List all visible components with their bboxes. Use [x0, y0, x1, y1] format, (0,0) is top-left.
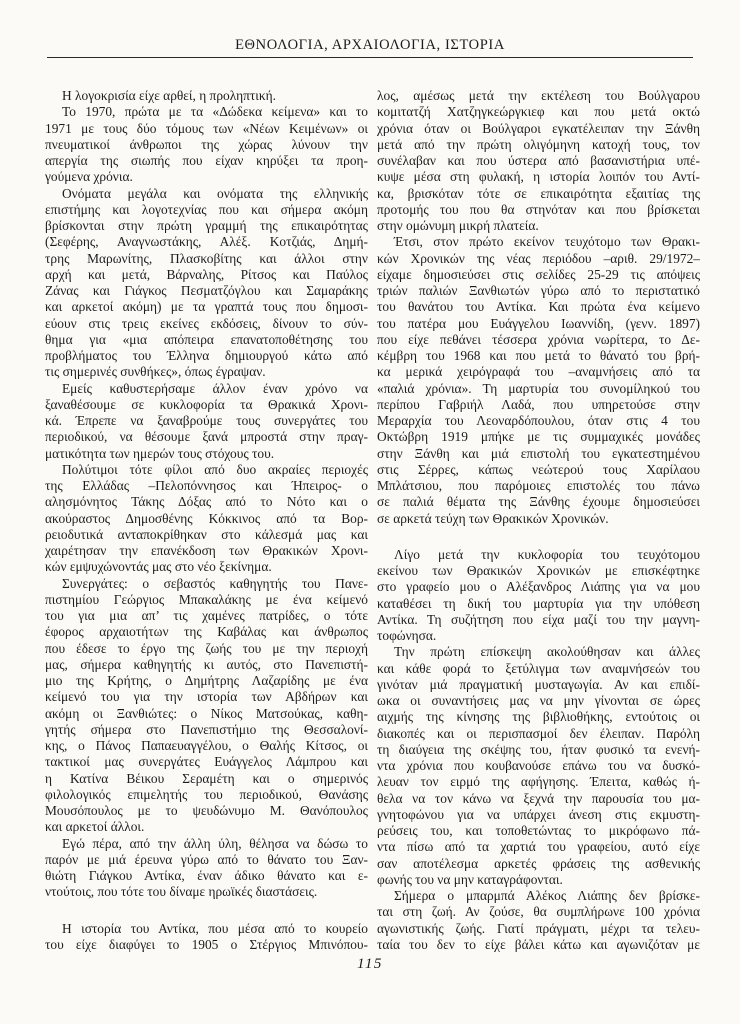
text-line: απεργία της σιωπής που είχαν κηρύξει τα προη-	[45, 153, 368, 168]
text-line: κείμενό του για την ιστορία των Αβδήρων και	[45, 689, 368, 705]
text-line: κομιτατζή Χατζηγκεώργκιεφ και που μετά οκτώ	[377, 104, 700, 120]
text-line: τακτικοί μας συνεργάτες Ευάγγελος Λάμπρου και	[45, 754, 368, 770]
text-line: κών εμψυχώνοντάς μας στο νέο ξεκίνημα.	[45, 559, 272, 575]
left-column	[45, 88, 368, 953]
text-line: ακόμη οι Ξανθιώτες: ο Νίκος Ματσούκας, καθη-	[45, 705, 368, 721]
text-line: παρόν με μιά έρευνα γύρω από το θάνατο του Ξαν-	[45, 851, 368, 867]
text-line: αγωνιστικής ζωής. Γιατί πράγματι, μέχρι τα τελευ-	[377, 920, 700, 936]
text-line: κέμβρη του 1968 και που μετά το θάνατό του βρή-	[377, 348, 700, 363]
text-line: μιο της Κρήτης, ο Δημήτρης Λαζαρίδης με ένα	[45, 673, 368, 688]
text-line: συνέλαβαν και που ύστερα από βασανιστήρια υπέ-	[377, 153, 700, 168]
text-line: στην ομώνυμη μικρή πλατεία.	[377, 218, 539, 233]
text-line: σε αρκετά τεύχη των Θρακικών Χρονικών.	[377, 510, 609, 526]
text-line: περίπου Γαβριήλ Λαδά, που υπηρετούσε στην	[377, 396, 700, 412]
text-line: επιστήμης και λογοτεχνίας που και σήμερα ακόμη	[45, 201, 368, 217]
text-line: ακούραστος Δημοσθένης Κόκκινος από τα Βορ-	[45, 510, 368, 526]
text-line: του πατέρα μου Ευάγγελου Ιωαννίδη, (γενν. 1897)	[377, 315, 700, 331]
text-line: τρης Μαρωνίτης, Πλασκοβίτης και άλλοι στην	[45, 250, 368, 266]
page-number: 115	[357, 956, 383, 972]
text-line: προβλήματος του Έλληνα δημιουργού κάτω από	[45, 348, 368, 363]
text-line: χαιρέτησαν την επανέκδοση των Θρακικών Χρονι-	[45, 543, 368, 558]
text-line: θελα να τον κάνω να ξεχνά την παρουσία του μα-	[377, 790, 700, 806]
text-line: του για μια απ’ τις χαμένες πατρίδες, ο τότε	[45, 608, 368, 623]
text-line: αιχμής της κίνησης της βιβλιοθήκης, εντούτοις οι	[377, 709, 700, 725]
text-line: Εγώ πέρα, από την άλλη ύλη, θέλησα να δώσω το	[62, 835, 368, 851]
right-column	[377, 88, 700, 953]
text-line: ντα πίσω από τα χαρτιά του γραφείου, αυτό είχε	[377, 839, 700, 855]
text-line: Εμείς καθυστερήσαμε άλλον έναν χρόνο να	[62, 380, 368, 396]
text-line: κα, βρισκόταν τότε σε επικαιρότητα εξαιτίας της	[377, 185, 700, 201]
text-line: Σήμερα ο μπαρμπά Αλέκος Λιάπης δεν βρίσκε-	[394, 888, 700, 903]
text-line: τριών παλιών Ξανθιωτών γύρω από το περιστατικό	[377, 283, 700, 298]
text-line: ρεύσεις του, και τοποθετώντας το μικρόφωνο πά-	[377, 823, 700, 838]
text-line: μας, σήμερα καθηγητής κι αυτός, στο Πανεπιστή-	[45, 656, 368, 672]
text-line: θημα για «μια απόπειρα επανατοποθέτησης του	[45, 331, 368, 347]
text-line: Μεραρχία του Λεοναρδόπουλου, όταν στις 4 του	[377, 413, 700, 428]
text-line: στις Σέρρες, κάπως νεώτερού τους Χαρίλαου	[377, 461, 700, 477]
text-line: Μπλάτσιου, που παρόμοιες επιστολές του πάνω	[377, 478, 700, 493]
text-line: (Σεφέρης, Αναγνωστάκης, Αλέξ. Κοτζιάς, Δημή-	[45, 234, 368, 250]
text-line: ντούτοις, που τότε του δίναμε ηρωϊκές διαστάσεις.	[45, 884, 318, 900]
text-line: λος, αμέσως μετά την εκτέλεση του Βούλγαρου	[377, 88, 700, 103]
text-line: σαν αποτέλεσμα αρκετές φράσεις της ασθενικής	[377, 855, 700, 871]
text-line: εκείνου των Θρακικών Χρονικών με επισκέφτηκε	[377, 563, 700, 578]
text-line: εύουν στις τρεις εκείνες εκδόσεις, δίνουν το σύν-	[45, 315, 368, 331]
text-line: περιοδικού, να θέσουμε ξανά μπροστά στην πραγ-	[45, 429, 368, 445]
text-line: «παλιά χρόνια». Τη μαρτυρία του συνομίληκού του	[377, 380, 700, 396]
text-line: αρχή και μετά, Βάρναλης, Ρίτσος και Παύλος	[45, 266, 368, 282]
text-line: γινόταν μιά πραγματική μυσταγωγία. Αν και επιδί-	[377, 676, 700, 692]
text-line: φιλολογικός επιμελητής του περιοδικού, Θανάσης	[45, 786, 368, 802]
text-line: ταία του δεν το είχε βάλει κάτω και αγωνιζόταν με	[377, 936, 700, 952]
text-line: προτομής του που θα στηνόταν και που βρίσκεται	[377, 201, 700, 217]
text-line: του είχε διαφύγει το 1905 ο Στέργιος Μπινόπου-	[45, 936, 368, 952]
text-line: Έτσι, στον πρώτο εκείνον τευχότομο των Θρακι-	[394, 234, 700, 250]
text-line: έφορος αρχαιοτήτων της Καβάλας και άνθρωπος	[45, 624, 368, 640]
text-line: καταθέσει τη δική του μαρτυρία για την υπόθεση	[377, 595, 700, 611]
text-line: κυψε μέσα στη φυλακή, η ιστορία λοιπόν του Αντί-	[377, 169, 700, 185]
text-columns	[45, 88, 700, 953]
text-line: είχαμε δημοσιεύσει στις σελίδες 25-29 τις απόψεις	[377, 266, 700, 282]
text-line: κά. Έπρεπε να ξαναβρούμε τους συνεργάτες του	[45, 413, 368, 428]
text-line: ντα χρόνια που κουβανούσε επάνω του να δυσκό-	[377, 758, 700, 773]
text-line: Μουσόπουλος με το ψευδώνυμο Μ. Θανόπουλος	[45, 803, 368, 818]
text-line: πιστημίου Γεώργιος Μπακαλάκης με ένα κείμενό	[45, 591, 368, 607]
text-line: στο γραφείο μου ο Αλέξανδρος Λιάπης για να μου	[377, 579, 700, 595]
text-line: γητής σήμερα στο Πανεπιστήμιο της Θεσσαλονί-	[45, 721, 368, 737]
text-line: Λίγο μετά την κυκλοφορία του τευχότομου	[394, 546, 700, 562]
text-line: και αρκετοί ακόμη) με τα γραπτά τους που δημοσι-	[45, 299, 368, 315]
journal-section-title: ΕΘΝΟΛΟΓΙΑ, ΑΡΧΑΙΟΛΟΓΙΑ, ΙΣΤΟΡΙΑ	[235, 37, 505, 53]
text-line: Πολύτιμοι τότε φίλοι από δυο ακραίες περιοχές	[62, 461, 368, 477]
text-line: Την πρώτη επίσκεψη ακολούθησαν και άλλες	[394, 644, 700, 660]
text-line: σε παλιά θέματα της Ξάνθης έχουμε δημοσιεύσει	[377, 494, 700, 510]
text-line: Αντίκα. Τη συζήτηση που είχα μαζί του την μαγνη-	[377, 611, 700, 627]
text-line: η Κατίνα Βέικου Σεραμέτη και ο σημερινός	[45, 770, 368, 786]
text-line: χρόνια όταν οι Βούλγαροι εγκατέλειπαν την Ξάνθη	[377, 120, 700, 136]
text-line: Ονόματα μεγάλα και ονόματα της ελληνικής	[62, 185, 368, 201]
text-line: φωνής του να μην καταγράφονται.	[377, 871, 563, 887]
text-line: ται στη ζωή. Αν ζούσε, θα συμπλήρωνε 100 χρόνια	[377, 904, 700, 920]
text-line: θιώτη Γιάγκου Αντίκα, έναν άδικο θάνατο και ε-	[45, 868, 368, 883]
text-line: Η ιστορία του Αντίκα, που μέσα από το κουρείο	[62, 920, 368, 936]
text-line: ωκα οι συναντήσεις μας να μην γίνονται σε ώρες	[377, 693, 700, 708]
text-line: ξαναθέσουμε σε κυκλοφορία τα Θρακικά Χρονι-	[45, 396, 368, 412]
text-line: ρειοδυτικά ανταποκρίθηκαν στο κάλεσμά μας και	[45, 526, 368, 542]
header-rule	[47, 57, 693, 58]
text-line: που έδεσε το έργο της ζωής του με την περιοχή	[45, 640, 368, 656]
text-line: πνευματικοί άνθρωποι της χώρας λύνουν την	[45, 136, 368, 152]
text-line: βρίσκονται στην πρώτη γραμμή της επικαιρότητας	[45, 218, 368, 233]
text-line: τη διαύγεια της σκέψης του, ήταν φυσικό τα ενενή-	[377, 741, 700, 757]
text-line: τοφώνησα.	[377, 628, 437, 643]
text-line: γνητοφώνου για να υπάρχει άνεση στις εκμυστη-	[377, 806, 700, 822]
text-line: κα μερικά χειρόγραφά του –αναμνήσεις από τα	[377, 364, 700, 380]
text-line: κών Χρονικών της νέας περιόδου –αριθ. 29/1972–	[377, 250, 700, 266]
text-line: 1971 με τους δύο τόμους των «Νέων Κειμένων» οι	[45, 120, 368, 136]
text-line: της Ελλάδας –Πελοπόννησος και Ήπειρος- ο	[45, 478, 368, 493]
text-line: του θανάτου του Αντίκα. Και πρώτα ένα κείμενο	[377, 299, 700, 315]
text-line: που είχε πεθάνει τέσσερα χρόνια νωρίτερα, το Δε-	[377, 331, 700, 347]
text-line: γούμενα χρόνια.	[45, 169, 133, 185]
text-line: κης, ο Πάνος Παπαευαγγέλου, ο Θαλής Κίτσος, οι	[45, 738, 368, 753]
text-line: αλησμόνητος Τάκης Δόξας από το Νότο και ο	[45, 494, 368, 510]
text-line: Το 1970, πρώτα με τα «Δώδεκα κείμενα» και το	[62, 104, 368, 120]
text-line: Ζάνας και Γιάγκος Πεσματζόγλου και Σαμαράκης	[45, 283, 368, 298]
text-line: ματικότητα των ημερών τους στόχους του.	[45, 445, 275, 461]
text-line: και κάθε φορά το ξετύλιγμα των αναμνήσεών του	[377, 660, 700, 676]
text-line: και αρκετοί άλλοι.	[45, 819, 145, 835]
text-line: λευαν τον ειρμό της αφήγησης. Έπειτα, καθώς ή-	[377, 774, 700, 790]
text-line: Η λογοκρισία είχε αρθεί, η προληπτική.	[62, 88, 276, 103]
text-line: Συνεργάτες: ο σεβαστός καθηγητής του Πανε-	[62, 575, 368, 591]
text-line: Οκτώβρη 1919 μπήκε με τις συμμαχικές μονάδες	[377, 429, 700, 445]
text-line: τις σημερινές συνθήκες», όπως έγραψαν.	[45, 364, 266, 380]
text-line: μετά από την πρώτη ολιγόμηνη κατοχή τους, τον	[377, 136, 700, 152]
text-line: διακοπές και οι περισπασμοί δεν έλειπαν. Παρόλη	[377, 725, 700, 741]
text-line: στην Ξάνθη και μιά επιστολή του εγκατεστημένου	[377, 445, 700, 461]
